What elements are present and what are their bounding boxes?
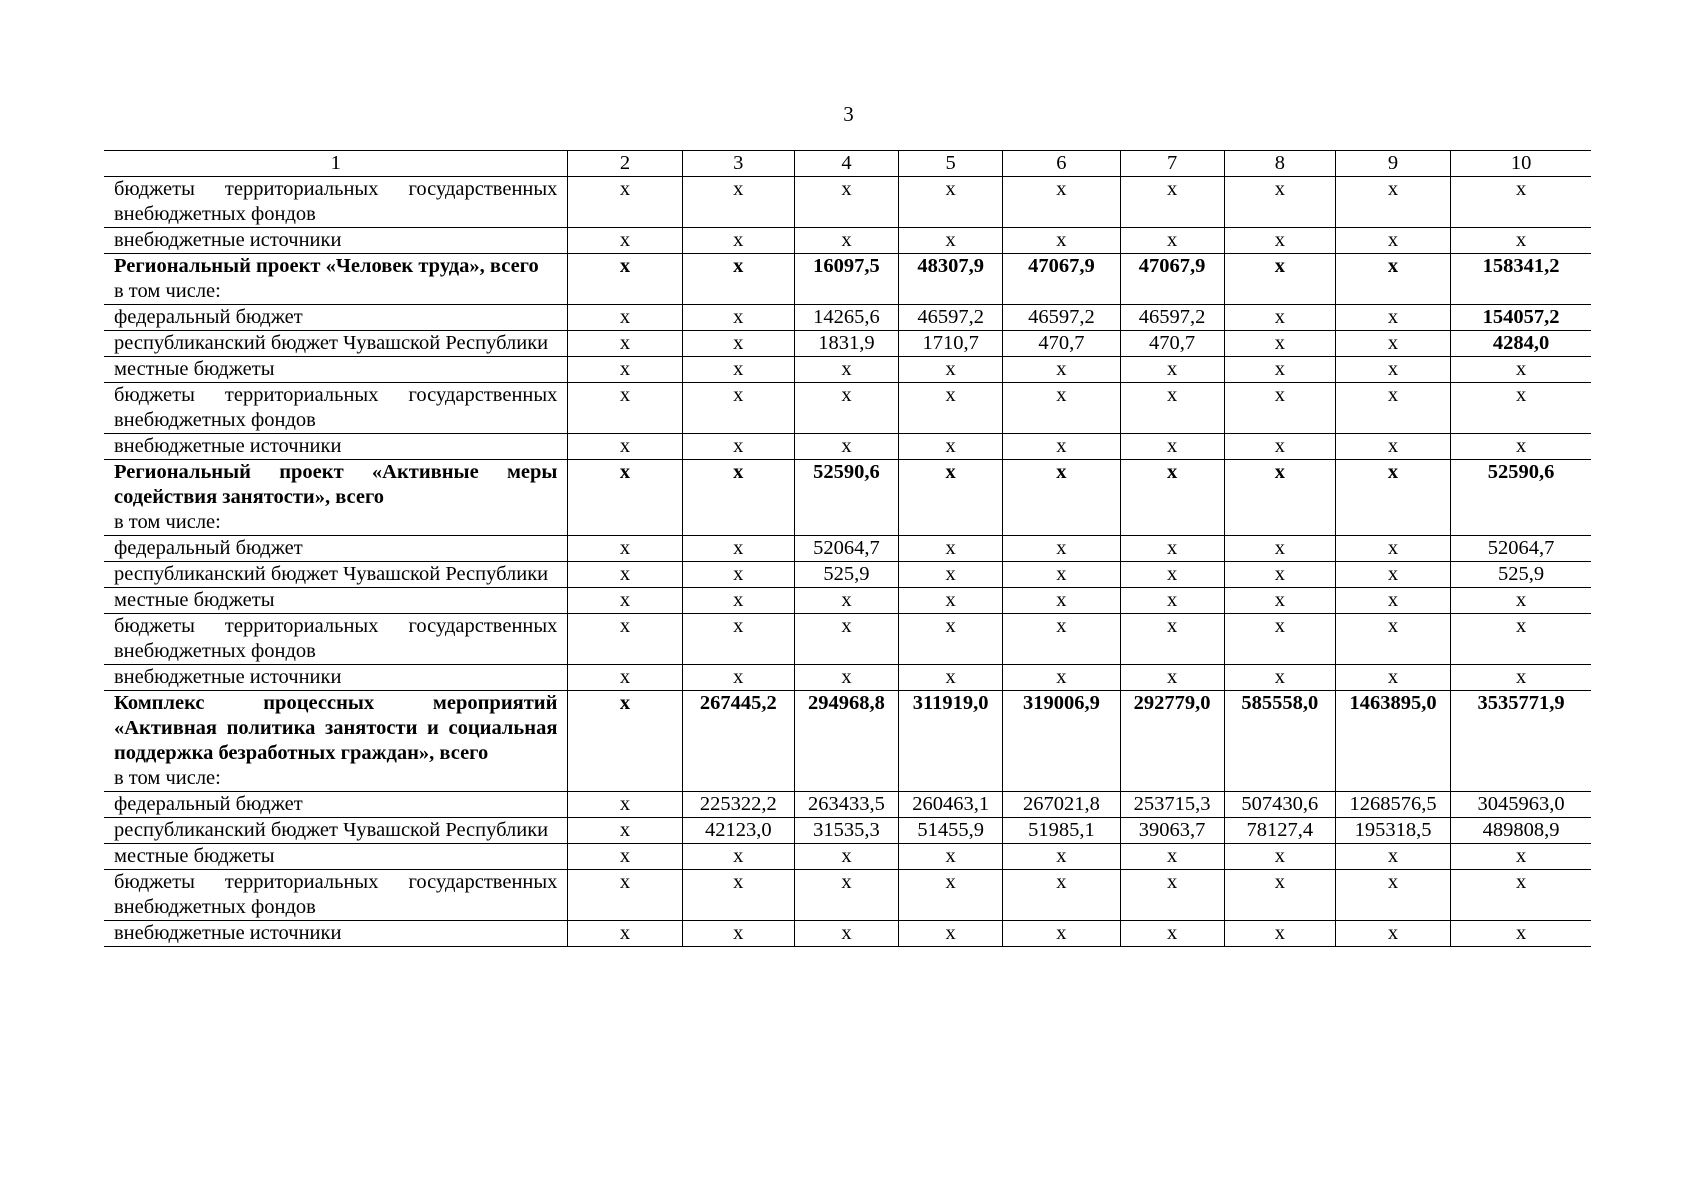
value-cell: х (1003, 588, 1120, 614)
value-cell: 48307,9 (899, 254, 1003, 305)
value-cell: 3045963,0 (1451, 792, 1591, 818)
header-cell: 2 (568, 151, 682, 177)
table-row (104, 177, 1591, 228)
value-cell: 311919,0 (899, 691, 1003, 792)
table-row (104, 228, 1591, 254)
value-cell: х (1120, 921, 1224, 947)
value-cell: х (568, 177, 682, 228)
value-cell: х (568, 665, 682, 691)
value-cell: х (568, 870, 682, 921)
value-cell: х (682, 460, 794, 536)
row-sublabel: в том числе: (114, 511, 221, 533)
value-cell: х (794, 665, 898, 691)
value-cell: 47067,9 (1120, 254, 1224, 305)
row-label-cell (104, 588, 568, 614)
value-cell: х (1120, 844, 1224, 870)
row-label: внебюджетные источники (114, 435, 342, 457)
header-cell: 6 (1003, 151, 1120, 177)
table-row (104, 921, 1591, 947)
value-cell: х (1335, 331, 1450, 357)
value-cell: х (1003, 383, 1120, 434)
value-cell: х (1224, 460, 1335, 536)
value-cell: х (899, 460, 1003, 536)
table-row (104, 357, 1591, 383)
value-cell: х (568, 588, 682, 614)
row-label: местные бюджеты (114, 358, 275, 380)
value-cell: 78127,4 (1224, 818, 1335, 844)
value-cell: 3535771,9 (1451, 691, 1591, 792)
value-cell: х (568, 792, 682, 818)
row-label-cell (104, 792, 568, 818)
value-cell: х (1003, 460, 1120, 536)
row-label: бюджеты территориальных государственных внебюджетных фондов (114, 178, 558, 225)
row-label-cell (104, 228, 568, 254)
value-cell: х (899, 357, 1003, 383)
row-label-cell (104, 691, 568, 792)
value-cell: х (568, 562, 682, 588)
value-cell: х (1003, 921, 1120, 947)
value-cell: х (682, 870, 794, 921)
value-cell: х (1120, 588, 1224, 614)
row-label-cell (104, 331, 568, 357)
value-cell: х (682, 665, 794, 691)
value-cell: х (1003, 870, 1120, 921)
value-cell: х (794, 357, 898, 383)
value-cell: х (682, 562, 794, 588)
value-cell: 46597,2 (1003, 305, 1120, 331)
value-cell: х (1120, 460, 1224, 536)
value-cell: х (899, 844, 1003, 870)
value-cell: 46597,2 (1120, 305, 1224, 331)
value-cell: х (682, 254, 794, 305)
value-cell: х (1003, 614, 1120, 665)
value-cell: 31535,3 (794, 818, 898, 844)
table-row (104, 792, 1591, 818)
value-cell: 489808,9 (1451, 818, 1591, 844)
table-row (104, 434, 1591, 460)
value-cell: х (1120, 536, 1224, 562)
value-cell: х (1335, 614, 1450, 665)
row-label-cell (104, 383, 568, 434)
value-cell: х (1451, 177, 1591, 228)
row-sublabel: в том числе: (114, 280, 221, 302)
value-cell: х (1451, 588, 1591, 614)
value-cell: 294968,8 (794, 691, 898, 792)
value-cell: х (682, 228, 794, 254)
value-cell: х (1335, 665, 1450, 691)
table-row (104, 691, 1591, 792)
value-cell: х (1224, 383, 1335, 434)
value-cell: х (794, 177, 898, 228)
value-cell: х (1451, 383, 1591, 434)
value-cell: х (1224, 588, 1335, 614)
header-cell: 5 (899, 151, 1003, 177)
value-cell: 52064,7 (1451, 536, 1591, 562)
value-cell: х (899, 228, 1003, 254)
value-cell: х (568, 844, 682, 870)
value-cell: х (1120, 562, 1224, 588)
value-cell: х (1224, 536, 1335, 562)
value-cell: х (794, 921, 898, 947)
row-label: федеральный бюджет (114, 793, 303, 815)
value-cell: 1831,9 (794, 331, 898, 357)
value-cell: х (794, 228, 898, 254)
value-cell: х (1335, 562, 1450, 588)
table-row (104, 331, 1591, 357)
value-cell: 51985,1 (1003, 818, 1120, 844)
table-row (104, 614, 1591, 665)
row-label: Региональный проект «Активные меры содействия занятости», всего (114, 461, 558, 508)
value-cell: х (1224, 434, 1335, 460)
table-row (104, 305, 1591, 331)
row-label: бюджеты территориальных государственных внебюджетных фондов (114, 615, 558, 662)
header-cell: 8 (1224, 151, 1335, 177)
value-cell: х (899, 614, 1003, 665)
table-row (104, 254, 1591, 305)
value-cell: х (568, 434, 682, 460)
value-cell: х (1335, 357, 1450, 383)
header-cell: 4 (794, 151, 898, 177)
value-cell: 1710,7 (899, 331, 1003, 357)
value-cell: х (794, 383, 898, 434)
value-cell: 52590,6 (794, 460, 898, 536)
header-cell: 9 (1335, 151, 1450, 177)
value-cell: 1463895,0 (1335, 691, 1450, 792)
row-label-cell (104, 177, 568, 228)
table-row (104, 536, 1591, 562)
value-cell: х (1335, 588, 1450, 614)
value-cell: 263433,5 (794, 792, 898, 818)
value-cell: х (1224, 357, 1335, 383)
value-cell: х (682, 844, 794, 870)
value-cell: х (1224, 614, 1335, 665)
row-label-cell (104, 614, 568, 665)
value-cell: х (682, 357, 794, 383)
row-label: внебюджетные источники (114, 666, 342, 688)
value-cell: х (899, 383, 1003, 434)
value-cell: х (1003, 844, 1120, 870)
value-cell: х (1224, 665, 1335, 691)
value-cell: х (794, 434, 898, 460)
value-cell: 39063,7 (1120, 818, 1224, 844)
value-cell: х (1003, 357, 1120, 383)
value-cell: х (682, 536, 794, 562)
value-cell: х (1224, 305, 1335, 331)
row-label: внебюджетные источники (114, 229, 342, 251)
value-cell: х (1335, 228, 1450, 254)
row-label: федеральный бюджет (114, 306, 303, 328)
value-cell: х (1451, 844, 1591, 870)
value-cell: х (1003, 562, 1120, 588)
row-label-cell (104, 357, 568, 383)
value-cell: 267445,2 (682, 691, 794, 792)
table-row (104, 870, 1591, 921)
row-label-cell (104, 562, 568, 588)
value-cell: 46597,2 (899, 305, 1003, 331)
value-cell: х (682, 921, 794, 947)
row-label-cell (104, 665, 568, 691)
row-label-cell (104, 254, 568, 305)
value-cell: х (1451, 357, 1591, 383)
value-cell: х (682, 614, 794, 665)
row-label-cell (104, 844, 568, 870)
value-cell: х (899, 434, 1003, 460)
value-cell: 52590,6 (1451, 460, 1591, 536)
value-cell: х (568, 691, 682, 792)
table-row (104, 588, 1591, 614)
value-cell: х (1120, 614, 1224, 665)
row-sublabel: в том числе: (114, 767, 221, 789)
value-cell: 225322,2 (682, 792, 794, 818)
value-cell: х (899, 921, 1003, 947)
value-cell: х (899, 536, 1003, 562)
value-cell: 51455,9 (899, 818, 1003, 844)
value-cell: х (899, 177, 1003, 228)
value-cell: х (568, 228, 682, 254)
value-cell: 507430,6 (1224, 792, 1335, 818)
row-label: бюджеты территориальных государственных внебюджетных фондов (114, 871, 558, 918)
value-cell: х (568, 536, 682, 562)
value-cell: х (794, 870, 898, 921)
value-cell: х (568, 460, 682, 536)
value-cell: х (568, 305, 682, 331)
value-cell: х (1120, 383, 1224, 434)
row-label-cell (104, 870, 568, 921)
value-cell: х (1120, 357, 1224, 383)
value-cell: 154057,2 (1451, 305, 1591, 331)
value-cell: х (1451, 614, 1591, 665)
value-cell: х (1224, 331, 1335, 357)
row-label: республиканский бюджет Чувашской Республики (114, 819, 549, 841)
value-cell: х (1451, 434, 1591, 460)
value-cell: х (1003, 434, 1120, 460)
value-cell: х (1224, 844, 1335, 870)
value-cell: х (1120, 870, 1224, 921)
value-cell: х (794, 844, 898, 870)
value-cell: 319006,9 (1003, 691, 1120, 792)
value-cell: х (794, 588, 898, 614)
header-cell: 1 (104, 151, 568, 177)
value-cell: х (682, 588, 794, 614)
header-cell: 7 (1120, 151, 1224, 177)
row-label-cell (104, 536, 568, 562)
value-cell: х (1335, 254, 1450, 305)
value-cell: х (794, 614, 898, 665)
value-cell: х (1335, 844, 1450, 870)
header-cell: 3 (682, 151, 794, 177)
value-cell: 16097,5 (794, 254, 898, 305)
value-cell: х (568, 383, 682, 434)
value-cell: 253715,3 (1120, 792, 1224, 818)
value-cell: 4284,0 (1451, 331, 1591, 357)
value-cell: х (1335, 383, 1450, 434)
value-cell: 267021,8 (1003, 792, 1120, 818)
value-cell: х (568, 921, 682, 947)
value-cell: х (1451, 921, 1591, 947)
table-row (104, 460, 1591, 536)
value-cell: 470,7 (1120, 331, 1224, 357)
row-label: бюджеты территориальных государственных внебюджетных фондов (114, 384, 558, 431)
value-cell: х (1003, 228, 1120, 254)
value-cell: 42123,0 (682, 818, 794, 844)
value-cell: 52064,7 (794, 536, 898, 562)
value-cell: х (1224, 562, 1335, 588)
value-cell: х (1120, 228, 1224, 254)
value-cell: х (568, 357, 682, 383)
value-cell: х (682, 305, 794, 331)
row-label: Региональный проект «Человек труда», всего (114, 255, 539, 277)
table-row (104, 383, 1591, 434)
value-cell: х (1335, 434, 1450, 460)
value-cell: 47067,9 (1003, 254, 1120, 305)
value-cell: х (1120, 434, 1224, 460)
row-label-cell (104, 305, 568, 331)
value-cell: х (1003, 665, 1120, 691)
row-label-cell (104, 434, 568, 460)
table-row (104, 665, 1591, 691)
table-row (104, 562, 1591, 588)
value-cell: х (1335, 305, 1450, 331)
value-cell: х (1335, 460, 1450, 536)
header-cell: 10 (1451, 151, 1591, 177)
header-row (104, 151, 1591, 177)
value-cell: х (682, 434, 794, 460)
value-cell: х (1003, 177, 1120, 228)
value-cell: х (899, 562, 1003, 588)
value-cell: х (899, 588, 1003, 614)
row-label: внебюджетные источники (114, 922, 342, 944)
row-label-cell (104, 818, 568, 844)
value-cell: х (1451, 228, 1591, 254)
value-cell: 260463,1 (899, 792, 1003, 818)
value-cell: 1268576,5 (1335, 792, 1450, 818)
value-cell: 195318,5 (1335, 818, 1450, 844)
value-cell: х (682, 331, 794, 357)
value-cell: 525,9 (794, 562, 898, 588)
value-cell: х (1451, 870, 1591, 921)
row-label-cell (104, 921, 568, 947)
row-label: местные бюджеты (114, 589, 275, 611)
value-cell: х (568, 818, 682, 844)
value-cell: х (568, 254, 682, 305)
value-cell: 525,9 (1451, 562, 1591, 588)
table-body (104, 151, 1591, 947)
value-cell: х (1003, 536, 1120, 562)
value-cell: 158341,2 (1451, 254, 1591, 305)
value-cell: х (682, 177, 794, 228)
value-cell: 292779,0 (1120, 691, 1224, 792)
value-cell: х (1335, 921, 1450, 947)
value-cell: х (1451, 665, 1591, 691)
value-cell: х (1224, 177, 1335, 228)
row-label: республиканский бюджет Чувашской Республики (114, 563, 549, 585)
budget-table (104, 150, 1591, 947)
value-cell: х (1224, 254, 1335, 305)
value-cell: х (899, 870, 1003, 921)
value-cell: х (568, 614, 682, 665)
value-cell: х (568, 331, 682, 357)
value-cell: х (1120, 665, 1224, 691)
row-label: федеральный бюджет (114, 537, 303, 559)
value-cell: х (1335, 536, 1450, 562)
value-cell: х (899, 665, 1003, 691)
row-label: республиканский бюджет Чувашской Республики (114, 332, 549, 354)
value-cell: х (1224, 870, 1335, 921)
table-row (104, 818, 1591, 844)
value-cell: х (1335, 870, 1450, 921)
page-number: 3 (843, 102, 854, 126)
value-cell: х (1335, 177, 1450, 228)
value-cell: 470,7 (1003, 331, 1120, 357)
value-cell: 14265,6 (794, 305, 898, 331)
value-cell: х (1120, 177, 1224, 228)
row-label: Комплекс процессных мероприятий «Активная политика занятости и социальная поддержка безработных граждан», всего (114, 692, 558, 764)
table-row (104, 844, 1591, 870)
row-label: местные бюджеты (114, 845, 275, 867)
value-cell: х (682, 383, 794, 434)
value-cell: х (1224, 921, 1335, 947)
row-label-cell (104, 460, 568, 536)
value-cell: 585558,0 (1224, 691, 1335, 792)
value-cell: х (1224, 228, 1335, 254)
